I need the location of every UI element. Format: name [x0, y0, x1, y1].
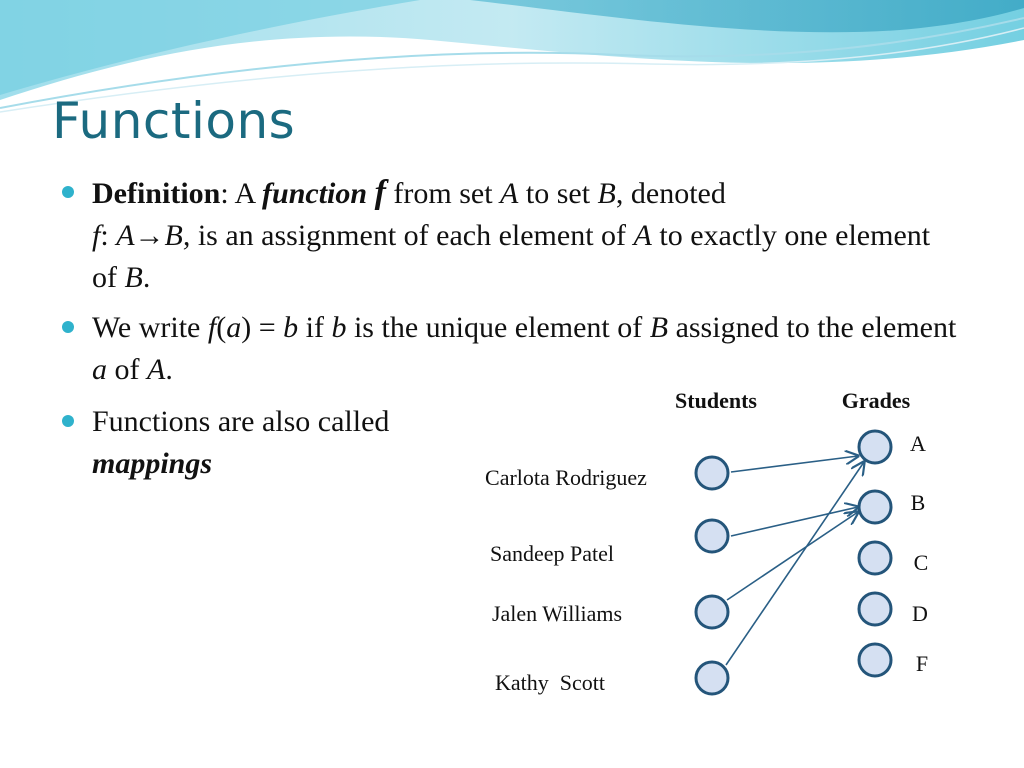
text: We write [92, 311, 208, 344]
students-header: Students [675, 388, 757, 413]
text: is the unique element of [346, 311, 650, 344]
text: . [165, 353, 173, 386]
slide-title: Functions [52, 92, 296, 150]
student-node [696, 457, 728, 489]
grade-label: C [913, 550, 929, 575]
symbol-A: A [500, 177, 519, 210]
student-label: Jalen Williams [491, 601, 623, 626]
grades-header: Grades [841, 388, 911, 413]
symbol-B: B [124, 261, 143, 294]
text: to set [518, 177, 598, 210]
grade-label: A [910, 431, 926, 456]
symbol-B: B [649, 311, 669, 344]
symbol-A: A [147, 353, 166, 386]
grade-node [859, 431, 891, 463]
mapping-arrow [727, 512, 858, 600]
student-label: Sandeep Patel [489, 541, 615, 566]
formula-a: a [226, 311, 242, 344]
symbol-B: B, [164, 219, 191, 252]
grade-node [859, 593, 891, 625]
text: . [142, 261, 151, 294]
mapping-arrow [731, 456, 858, 472]
mapping-arrow [726, 462, 864, 665]
text: if [298, 311, 332, 344]
text: assigned to the element [668, 311, 957, 344]
formula-b: b [283, 311, 299, 344]
grade-label: F [915, 651, 929, 676]
grade-node [859, 491, 891, 523]
symbol-b: b [331, 311, 347, 344]
arrow-symbol: → [134, 219, 165, 252]
grade-node [859, 542, 891, 574]
mapping-arrow [731, 507, 858, 536]
function-term: function [262, 177, 368, 210]
symbol-A: A [116, 219, 135, 252]
text: from set [385, 177, 501, 210]
text: : [100, 219, 117, 252]
student-node [696, 662, 728, 694]
symbol-a: a [92, 353, 107, 386]
text: : A [220, 177, 263, 210]
symbol-B: B [597, 177, 616, 210]
formula-f: f [207, 311, 217, 344]
grade-label: B [910, 490, 926, 515]
formula-part: ) = [241, 311, 284, 344]
text: is an assignment of each element of [190, 219, 634, 252]
text: Functions are also called [92, 405, 390, 438]
mappings-term: mappings [92, 447, 213, 480]
text: of [107, 353, 147, 386]
student-node [696, 520, 728, 552]
student-node [696, 596, 728, 628]
symbol-A: A [633, 219, 652, 252]
student-label: Carlota Rodriguez [485, 465, 647, 490]
text: to exactly one element of [92, 219, 931, 294]
definition-term: Definition [92, 177, 221, 210]
formula-part: ( [216, 311, 227, 344]
student-label: Kathy Scott [495, 670, 605, 695]
grade-node [859, 644, 891, 676]
grade-label: D [912, 601, 928, 626]
text: , denoted [615, 177, 726, 210]
symbol-f: f [92, 219, 101, 252]
symbol-f: f [374, 174, 386, 211]
